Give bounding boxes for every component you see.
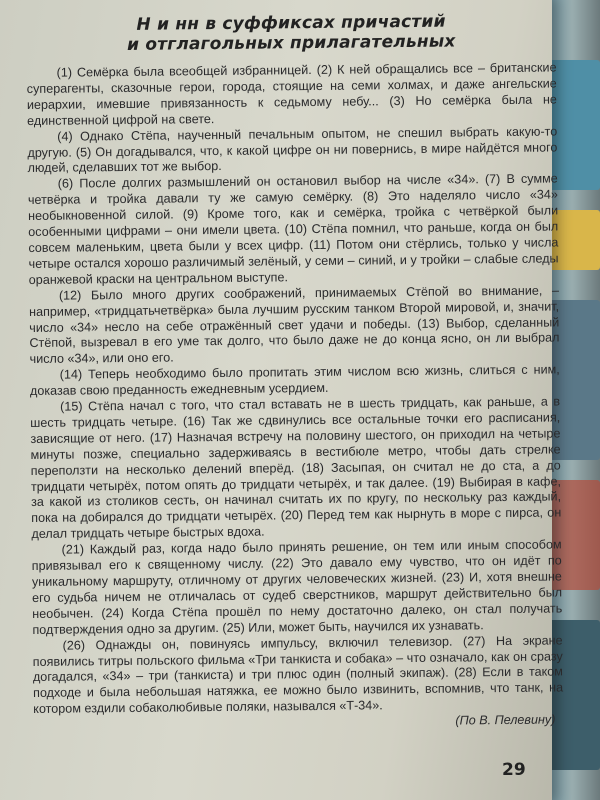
paragraph: (1) Семёрка была всеобщей избранницей. (2) К ней обращались все – британские суперагенты, сказочные герои, города, стоящие на семи холмах, и даже ангельские иерархии, имевшие привязанность к седьмому небу... (3) Но семёрка была не единственной цифрой на свете. [26, 60, 557, 128]
page-content [26, 10, 563, 734]
paragraph: (4) Однако Стёпа, наученный печальным опытом, не спешил выбрать какую-то другую. (5) Он догадывался, что, к какой цифре он ни повернись, в мире найдётся много людей, сделавших тот же выбор. [27, 124, 558, 176]
paragraph: (12) Было много других соображений, принимаемых Стёпой во внимание, – например, «тридцатьчетвёрка» была лучшим русским танком Второй мировой, и, значит, число «34» несло на себе отражённый свет удачи и победы. (13) Выбор, сделанный Стёпой, вызревал в его уме так долго, что было даже не до конца ясно, он ли выбрал число «34», или оно его. [29, 283, 560, 367]
title-line-2: и отглагольных прилагательных [126, 31, 456, 55]
paragraph: (6) После долгих размышлений он остановил выбор на числе «34». (7) В сумме четвёрка и тройка давали ту же самую семёрку. (8) Это наделяло число «34» необыкновенной силой. (9) Кроме того, как и семёрка, тройка с четвёркой были особенными цифрами – они имели цвета. (10) Стёпа помнил, что раньше, когда он был совсем маленьким, цвета были у всех цифр. (11) Потом они стёрлись, только у числа четыре остался хорошо различимый зелёный, у семи – синий, и у тройки – слабые следы оранжевой краски на центральном выступе. [27, 171, 559, 287]
paragraph: (26) Однажды он, повинуясь импульсу, включил телевизор. (27) На экране появились титры польского фильма «Три танкиста и собака» – что означало, как он сразу догадался, «34» – три (танкиста) и три плюс один (полный экипаж). (28) Если в таком подходе и была небольшая натяжка, ее можно было извинить, вспомнив, что танк, на котором ездили собаколюбивые поляки, назывался «Т-34». [32, 633, 564, 717]
title-line-1: Н и нн в суффиксах причастий [136, 11, 446, 35]
paragraph: (15) Стёпа начал с того, что стал вставать не в шесть тридцать, как раньше, а в шесть тридцать четыре. (16) Так же сдвинулись все остальные точки его расписания, зависящие от него. (17) Назначая встречу на половину шестого, он приходил на четыре минуты позже, специально задерживаясь в вестибюле метро, чтобы дать стрелке переползти на несколько делений вперёд. (18) Засыпая, он считал не до ста, а до тридцати четырёх, потом опять до тридцати четырёх, и так далее. (19) Выбирая в кафе, за какой из столиков сесть, он начинал считать их по кругу, по нескольку раз каждый, пока на добирался до тридцати четырёх. (20) Перед тем как нырнуть в море с пирса, он делал тридцать четыре быстрых вдоха. [30, 394, 562, 542]
paragraph: (14) Теперь необходимо было пропитать этим числом всю жизнь, слиться с ним, доказав свою преданность ежедневным усердием. [29, 362, 560, 399]
paragraph: (21) Каждый раз, когда надо было принять решение, он тем или иным способом привязывал его к священному числу. (22) Это давало ему чувство, что он идёт по уникальному маршруту, отличному от других человеческих жизней. (23) И, хотя внешне его судьба ничем не отличалась от судеб сверстников, маршрут действительно был необычен. (24) Когда Стёпа прошёл по нему достаточно далеко, он стал получать подтверждения одно за другим. (25) Или, может быть, научился их узнавать. [31, 537, 563, 637]
attribution: (По В. Пелевину) [455, 712, 556, 728]
page-number: 29 [502, 760, 526, 780]
page-title [26, 10, 556, 56]
